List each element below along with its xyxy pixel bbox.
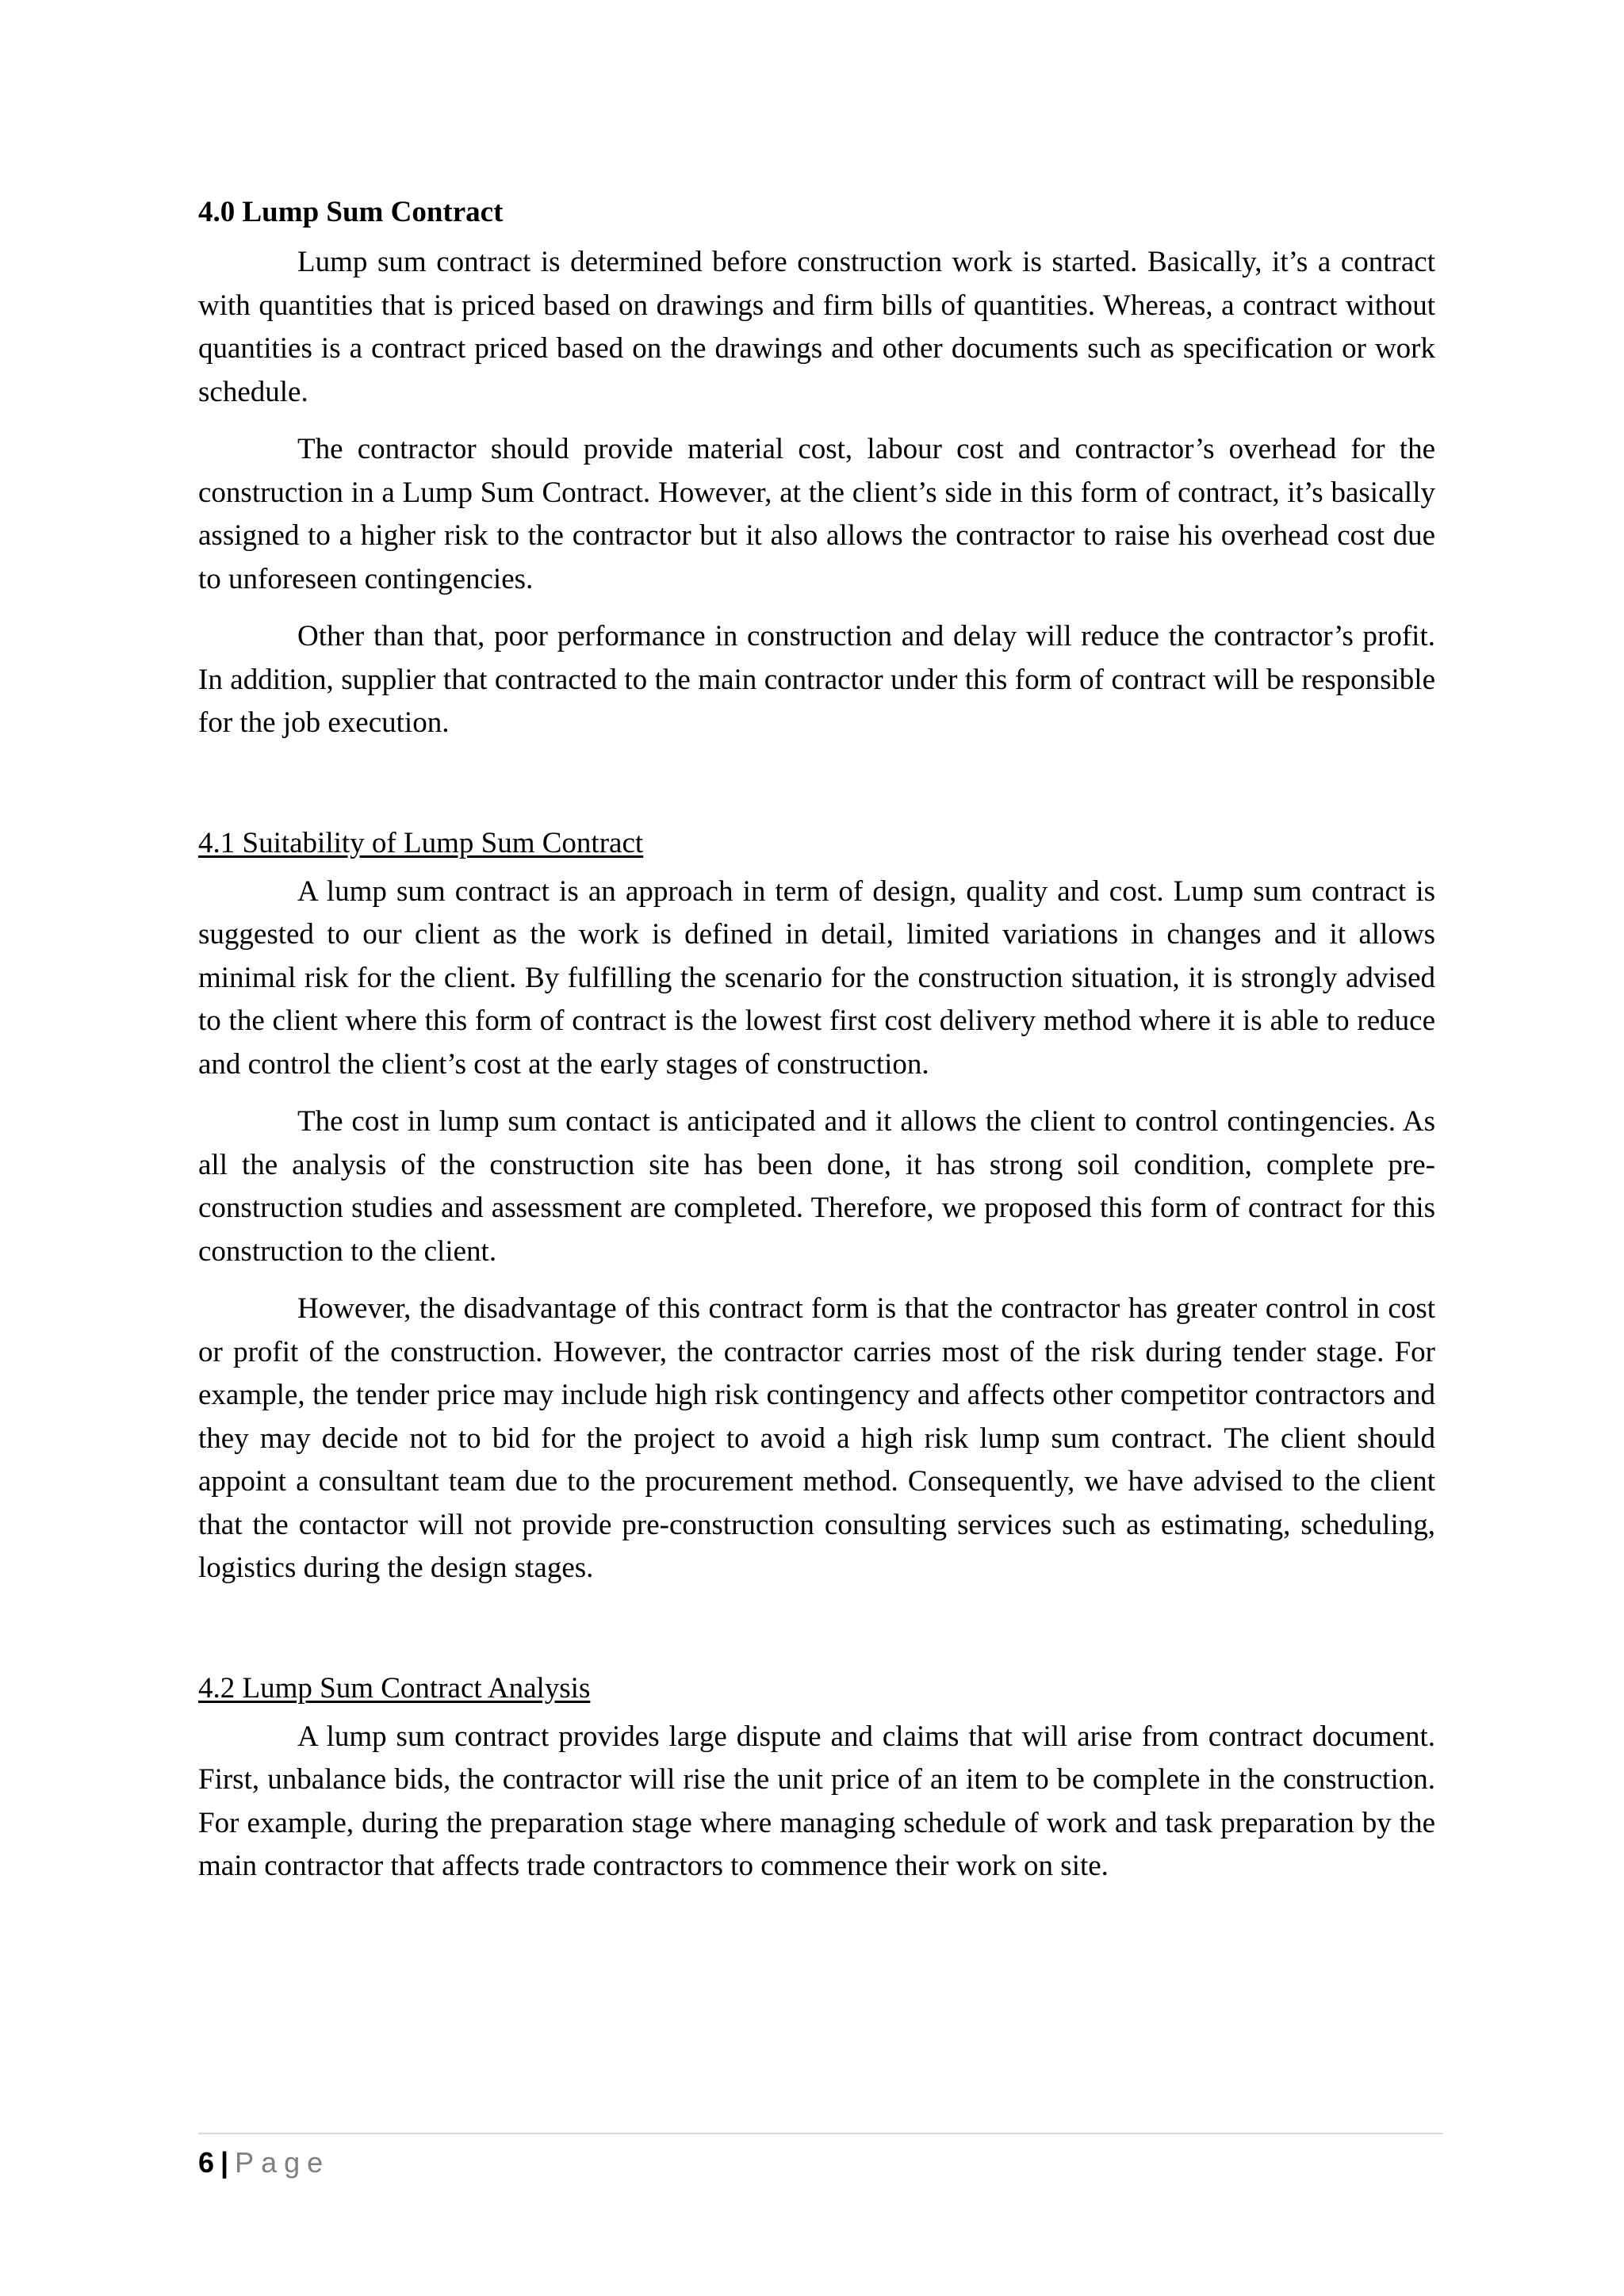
paragraph: Other than that, poor performance in construction and delay will reduce the contractor’s profit. In addition, supplier that contracted to the main contractor under this form of contract will be responsible for the job execution. xyxy=(198,620,1435,739)
paragraph: The cost in lump sum contact is anticipated and it allows the client to control contingencies. As all the analysis of the construction site has been done, it has strong soil condition, complete pre-construction studies and assessment are completed. Therefore, we proposed this form of contract for this construction to the client. xyxy=(198,1105,1435,1268)
paragraph: The contractor should provide material cost, labour cost and contractor’s overhead for the construction in a Lump Sum Contract. However, at the client’s side in this form of contract, it’s basically assigned to a higher risk to the contractor but it also allows the contractor to raise his overhead cost due to unforeseen contingencies. xyxy=(198,433,1435,595)
section-spacer xyxy=(198,1605,1435,1667)
paragraph: However, the disadvantage of this contract form is that the contractor has greater control in cost or profit of the construction. However, the contractor carries most of the risk during tender stage. For example, the tender price may include high risk contingency and affects other competitor contractors and they may decide not to bid for the project to avoid a high risk lump sum contract. The client should appoint a consultant team due to the procurement method. Consequently, we have advised to the client that the contactor will not provide pre-construction consulting services such as estimating, scheduling, logistics during the design stages. xyxy=(198,1292,1435,1584)
section-4-2 xyxy=(198,1667,1435,1888)
section-heading: 4.0 Lump Sum Contract xyxy=(198,196,504,228)
section-4-0 xyxy=(198,190,1435,745)
footer-separator: | xyxy=(220,2146,229,2179)
section-4-1 xyxy=(198,821,1435,1590)
document-page xyxy=(198,190,1435,1903)
footer-divider xyxy=(198,2133,1443,2134)
page-number: 6 xyxy=(198,2146,215,2179)
page-label: Page xyxy=(235,2146,331,2179)
paragraph: A lump sum contract provides large dispute and claims that will arise from contract document. First, unbalance bids, the contractor will rise the unit price of an item to be complete in the construction. For example, during the preparation stage where managing schedule of work and task preparation by the main contractor that affects trade contractors to commence their work on site. xyxy=(198,1720,1435,1882)
page-footer xyxy=(198,2133,1443,2180)
paragraph: Lump sum contract is determined before construction work is started. Basically, it’s a contract with quantities that is priced based on drawings and firm bills of quantities. Whereas, a contract without quantities is a contract priced based on the drawings and other documents such as specification or work schedule. xyxy=(198,246,1435,408)
section-spacer xyxy=(198,760,1435,821)
subsection-heading: 4.1 Suitability of Lump Sum Contract xyxy=(198,826,644,859)
subsection-heading: 4.2 Lump Sum Contract Analysis xyxy=(198,1671,591,1705)
paragraph: A lump sum contract is an approach in term of design, quality and cost. Lump sum contract is suggested to our client as the work is defined in detail, limited variations in changes and it allows minimal risk for the client. By fulfilling the scenario for the construction situation, it is strongly advised to the client where this form of contract is the lowest first cost delivery method where it is able to reduce and control the client’s cost at the early stages of construction. xyxy=(198,874,1435,1081)
page-number-line xyxy=(198,2145,1443,2180)
